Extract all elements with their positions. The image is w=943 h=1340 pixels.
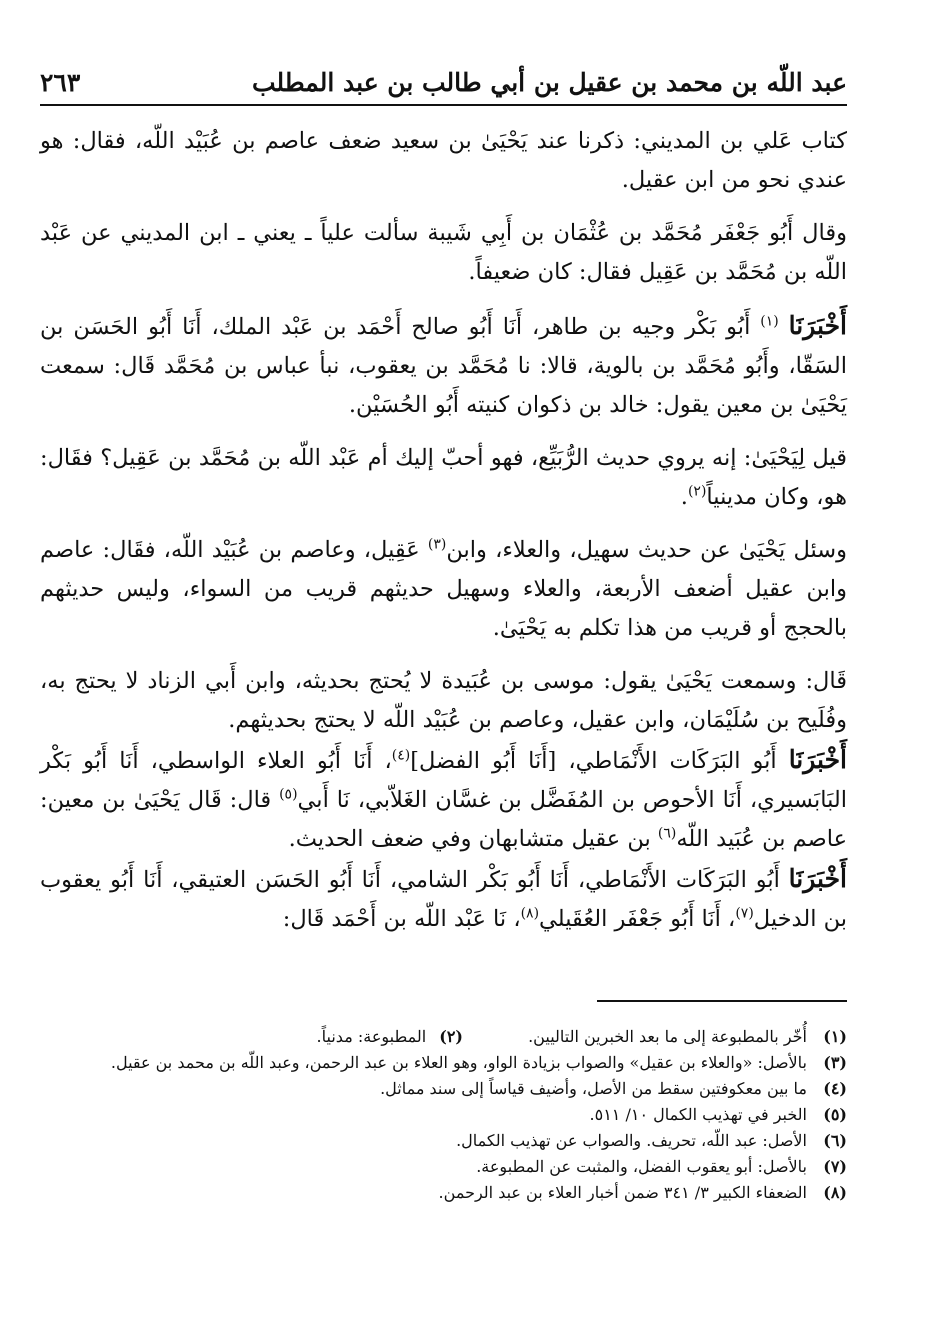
footnote-number: (١) [823,1027,847,1046]
footnote-inline [317,1027,463,1046]
footnote-ref: (٢) [687,483,707,500]
footnote [60,1180,847,1206]
paragraph-text: أَبُو البَرَكَات الأَنْمَاطي، [أَنَا أَبُو الفضل] [410,748,789,774]
footnote-ref: (٨) [520,905,540,922]
paragraph-text: قال: قَال يَحْيَىٰ بن معين: عاصم بن عُبَيد اللّه [40,787,847,852]
paragraph-text: ، نَا عَبْد اللّه بن أَحْمَد قَال: [282,906,521,932]
paragraph-text: قَال: وسمعت يَحْيَىٰ يقول: موسى بن عُبَيدة لا يُحتج بحديثه، وابن أَبي الزناد لا يحتج به، وفُلَيح بن سُلَيْمَان، وابن عقيل، وعاصم بن عُبَيْد اللّه لا يحتج بحديثهم. [40,668,847,733]
footnote [60,1076,847,1102]
footnote-number: (٧) [823,1157,847,1176]
paragraph [40,662,847,740]
paragraph-text: بن عقيل متشابهان وفي ضعف الحديث. [288,826,658,852]
footnote-ref: (٣) [427,536,447,553]
paragraph-text: كتاب عَلي بن المديني: ذكرنا عند يَحْيَىٰ بن سعيد ضعف عاصم بن عُبَيْد اللّه، فقال: هو عندي نحو من ابن عقيل. [40,128,847,193]
paragraph [40,859,847,939]
running-header [40,64,847,106]
footnote [60,1024,847,1050]
paragraph-text: عَقِيل، وعاصم بن عُبَيْد اللّه، فقَال: عاصم وابن عقيل أضعف الأربعة، والعلاء وسهيل حديثهم قريب من السواء، وليس حديثهم بالحجج أو قريب من هذا تكلم به يَحْيَىٰ. [40,537,847,641]
footnote-ref: (١) [760,313,779,330]
page-number: ٢٦٣ [40,68,81,97]
paragraph [40,740,847,859]
akhbarana-keyword: أَخْبَرَنَا [788,311,847,340]
footnote-text-wrap [60,1024,807,1050]
footnote-text: ما بين معكوفتين سقط من الأصل، وأضيف قياساً إلى سند مماثل. [380,1079,807,1098]
header-title: عبد اللّه بن محمد بن عقيل بن أبي طالب بن عبد المطلب [251,68,847,97]
paragraph [40,214,847,292]
footnote-text: بالأصل: «والعلاء بن عقيل» والصواب بزيادة الواو، وهو العلاء بن عبد الرحمن، وعبد اللّه بن محمد بن عقيل. [110,1053,807,1072]
paragraph-text: ، أَنَا أَبُو جَعْفَر العُقَيلي [539,906,736,932]
paragraph-text: وقال أَبُو جَعْفَر مُحَمَّد بن عُثْمَان بن أَبِي شَيبة سألت علياً ـ يعني ـ ابن المديني عن عَبْد اللّه بن مُحَمَّد بن عَقِيل فقال: كان ضعيفاً. [40,220,847,285]
footnotes [60,1024,847,1206]
footnote-number: (٦) [823,1131,847,1150]
footnote-text: الخبر في تهذيب الكمال ١٠/ ٥١١. [589,1105,807,1124]
footnote [60,1154,847,1180]
footnote-number: (٨) [823,1183,847,1202]
akhbarana-keyword: أَخْبَرَنَا [788,864,847,893]
footnote-number: (٤) [823,1079,847,1098]
footnote-number: (٣) [823,1053,847,1072]
paragraph-text: ، أَنَا أَبُو العلاء الواسطي، أَنَا أَبُو بَكْر البَابَسيري، أَنَا الأحوص بن المُفَضَّل بن غسَّان الغَلاّبي، نَا أَبي [40,748,847,813]
paragraph-text: وسئل يَحْيَىٰ عن حديث سهيل، والعلاء، وابن [446,537,847,563]
paragraph-text: . [680,484,688,510]
footnote-text: الأصل: عبد اللّه، تحريف. والصواب عن تهذيب الكمال. [456,1131,807,1150]
paragraph [40,306,847,425]
footnote-ref: (٥) [279,786,298,803]
paragraph [40,122,847,200]
paragraph-text: أَبُو بَكْر وجيه بن طاهر، أَنَا أَبُو صالح أَحْمَد بن عَبْد الملك، أَنَا أَبُو الحَسَن بن السَقّا، وأَبُو مُحَمَّد بن بالوية، قالا: نا مُحَمَّد بن يعقوب، نبأ عباس بن مُحَمَّد قَال: سمعت يَحْيَىٰ بن معين يقول: خالد بن ذكوان كنيته أَبُو الحُسَيْن. [40,314,847,418]
footnote-ref: (٧) [735,905,754,922]
paragraph [40,439,847,517]
footnote-text: بالأصل: أبو يعقوب الفضل، والمثبت عن المطبوعة. [476,1157,807,1176]
paragraph-text: أَبُو البَرَكَات الأَنْمَاطي، أَنَا أَبُو بَكْر الشامي، أَنَا أَبُو الحَسَن العتيقي، أَنَا أَبُو يعقوب بن الدخيل [40,867,847,932]
footnote-text: المطبوعة: مدنياً. [316,1027,427,1046]
footnote-number: (٢) [439,1027,463,1046]
footnote-text: الضعفاء الكبير ٣/ ٣٤١ ضمن أخبار العلاء بن عبد الرحمن. [438,1183,807,1202]
footnote [60,1050,847,1076]
akhbarana-keyword: أَخْبَرَنَا [788,745,848,774]
footnote [60,1102,847,1128]
footnote-ref: (٦) [657,825,677,842]
footnote-ref: (٤) [391,747,411,764]
footnote-text: أُخّر بالمطبوعة إلى ما بعد الخبرين التاليين. [528,1027,807,1046]
main-text [40,122,847,939]
footnote [60,1128,847,1154]
paragraph [40,531,847,648]
footnote-divider [597,1000,847,1002]
paragraph-text: قيل لِيَحْيَىٰ: إنه يروي حديث الرُّبَيِّع، فهو أحبّ إليك أم عَبْد اللّه بن مُحَمَّد بن عَقِيل؟ فقَال: هو، وكان مدينياً [40,445,847,510]
footnote-number: (٥) [823,1105,847,1124]
